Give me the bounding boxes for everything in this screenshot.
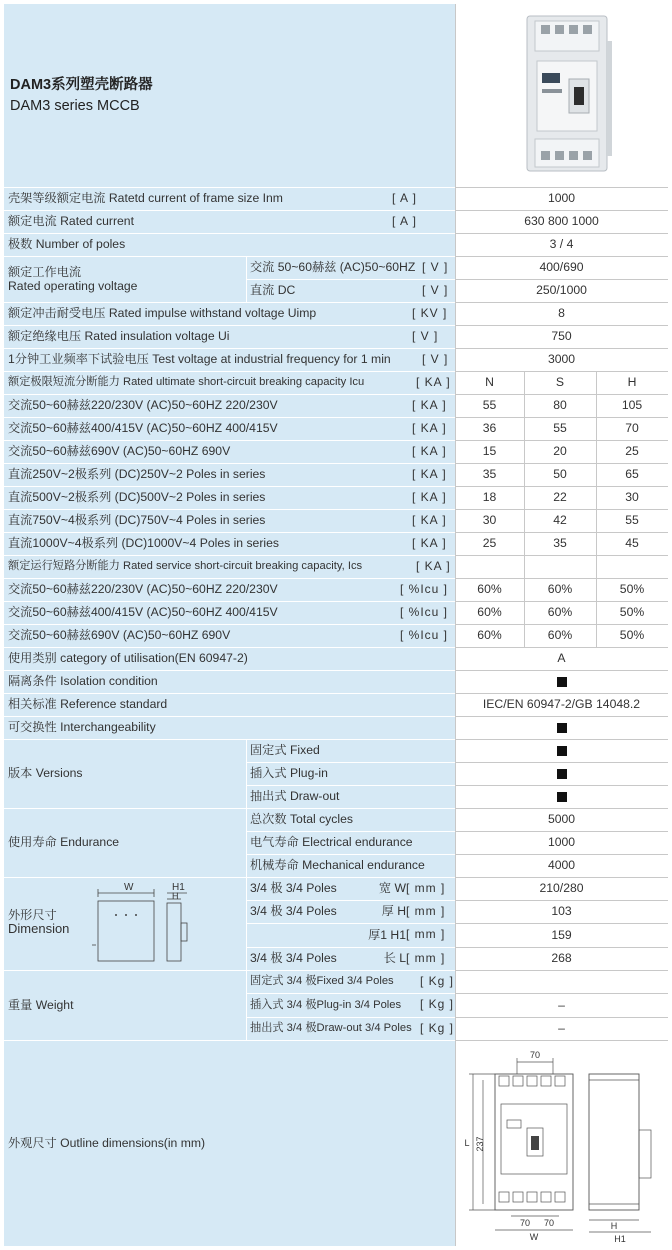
versions-label: 版本 Versions <box>4 739 246 808</box>
dim-height-unit: [ mm ] <box>406 903 446 918</box>
icu_rows-value-h: 25 <box>596 440 668 463</box>
dim-length-sub: 长 L <box>383 951 406 966</box>
ics_rows-row-unit: [ %Icu ] <box>400 627 449 642</box>
weight-fixed-unit: [ Kg ] <box>420 973 455 988</box>
title-cn: DAM3系列塑壳断路器 <box>10 76 153 93</box>
weight-drawout-unit: [ Kg ] <box>420 1020 455 1035</box>
row-divider <box>4 670 455 671</box>
title-en: DAM3 series MCCB <box>10 97 140 114</box>
row-divider <box>455 187 668 188</box>
icu_rows-value-s: 20 <box>524 440 596 463</box>
row-divider <box>246 762 455 763</box>
row-divider <box>4 555 455 556</box>
dim-h1-row <box>246 923 455 947</box>
row-divider <box>4 624 455 625</box>
weight-drawout-label: 抽出式 3/4 极Draw-out 3/4 Poles <box>250 1022 412 1035</box>
ics-header-row <box>4 555 455 578</box>
dim-height-row <box>246 900 455 923</box>
icu_rows-row-label: 直流250V~2极系列 (DC)250V~2 Poles in series <box>8 467 266 482</box>
row-divider <box>4 210 455 211</box>
ics-empty-n <box>455 555 524 578</box>
insulation-unit: [ V ] <box>412 328 439 343</box>
ics-empty-s <box>524 555 596 578</box>
outline-label: 外观尺寸 Outline dimensions(in mm) <box>4 1040 455 1246</box>
row-divider <box>455 993 668 994</box>
dim-width-value: 210/280 <box>455 877 668 900</box>
category-label: 使用类别 category of utilisation(EN 60947-2) <box>4 647 455 670</box>
icu_rows-row-unit: [ KA ] <box>412 535 447 550</box>
row-divider <box>4 716 455 717</box>
row-divider <box>4 394 455 395</box>
row-divider <box>246 993 455 994</box>
icu_rows-row <box>4 463 455 486</box>
icu_rows-row-label: 交流50~60赫兹400/415V (AC)50~60HZ 400/415V <box>8 421 278 436</box>
impulse-value: 8 <box>455 302 668 325</box>
row-divider <box>455 831 668 832</box>
icu-unit: [ KA ] <box>416 374 451 389</box>
ics-label: 额定运行短路分断能力 Rated service short-circuit breaking capacity, Ics <box>8 560 363 573</box>
icu-col-s: S <box>524 371 596 394</box>
outline-dim-70: 70 <box>529 1050 541 1060</box>
frame-size-unit: [ A ] <box>392 190 418 205</box>
row-divider <box>455 647 668 648</box>
rated-current-value: 630 800 1000 <box>455 210 668 233</box>
ics_rows-value-s: 60% <box>524 601 596 624</box>
row-divider <box>455 509 668 510</box>
dim-length-label: 3/4 极 3/4 Poles <box>250 951 337 966</box>
icu_rows-value-s: 22 <box>524 486 596 509</box>
ics_rows-row-label: 交流50~60赫兹400/415V (AC)50~60HZ 400/415V <box>8 605 278 620</box>
row-divider <box>455 302 668 303</box>
mechanical-endurance-value: 4000 <box>455 854 668 877</box>
impulse-label: 额定冲击耐受电压 Rated impulse withstand voltage Uimp <box>8 306 317 321</box>
rated-current-label: 额定电流 Rated current <box>8 214 134 229</box>
ics_rows-value-h: 50% <box>596 624 668 647</box>
operating-voltage-cn: 额定工作电流 <box>8 264 82 279</box>
icu_rows-value-h: 65 <box>596 463 668 486</box>
reference-value: IEC/EN 60947-2/GB 14048.2 <box>455 693 668 716</box>
fig-w-label: W <box>124 882 134 893</box>
row-divider <box>455 417 668 418</box>
ics_rows-row <box>4 624 455 647</box>
electrical-endurance-label: 电气寿命 Electrical endurance <box>246 831 455 854</box>
impulse-unit: [ KV ] <box>412 305 448 320</box>
icu_rows-value-n: 55 <box>455 394 524 417</box>
icu_rows-row <box>4 394 455 417</box>
check-square-icon <box>557 792 567 802</box>
dimension-label <box>8 909 69 937</box>
row-divider <box>4 578 455 579</box>
outline-dim-h1: H1 <box>614 1234 626 1244</box>
row-divider <box>455 947 668 948</box>
row-divider <box>455 877 668 878</box>
outline-drawing <box>455 1040 668 1246</box>
weight-fixed-row <box>246 970 455 993</box>
row-divider <box>246 854 455 855</box>
row-divider <box>455 693 668 694</box>
outline-dim-l: L <box>464 1138 470 1148</box>
row-divider <box>455 256 668 257</box>
ics_rows-row-label: 交流50~60赫兹690V (AC)50~60HZ 690V <box>8 628 231 643</box>
isolation-label: 隔离条件 Isolation condition <box>4 670 455 693</box>
operating-voltage-en: Rated operating voltage <box>8 279 138 293</box>
ac-voltage-unit: [ V ] <box>422 259 449 274</box>
row-divider <box>4 1040 455 1041</box>
row-divider <box>4 877 455 878</box>
insulation-value: 750 <box>455 325 668 348</box>
ics-empty-h <box>596 555 668 578</box>
icu_rows-row-label: 直流750V~4极系列 (DC)750V~4 Poles in series <box>8 513 266 528</box>
column-divider <box>524 371 525 647</box>
icu-col-h: H <box>596 371 668 394</box>
icu_rows-value-n: 15 <box>455 440 524 463</box>
ics_rows-row-unit: [ %Icu ] <box>400 604 449 619</box>
icu_rows-row-unit: [ KA ] <box>412 420 447 435</box>
row-divider <box>455 900 668 901</box>
dim-h1-unit: [ mm ] <box>406 927 446 942</box>
row-divider <box>4 693 455 694</box>
dimension-label-cell <box>4 877 246 970</box>
ac-voltage-row <box>246 256 455 279</box>
isolation-value <box>455 670 668 693</box>
frame-size-row <box>4 187 455 210</box>
weight-fixed-value <box>455 970 668 993</box>
version-drawout-value <box>455 785 668 808</box>
column-divider <box>246 256 247 302</box>
row-divider <box>4 233 455 234</box>
outline-drawing-cell <box>455 1040 668 1246</box>
icu_rows-value-n: 30 <box>455 509 524 532</box>
endurance-label: 使用寿命 Endurance <box>4 808 246 877</box>
icu_rows-value-n: 25 <box>455 532 524 555</box>
weight-label: 重量 Weight <box>4 970 246 1040</box>
icu_rows-row-unit: [ KA ] <box>412 397 447 412</box>
icu_rows-row-unit: [ KA ] <box>412 489 447 504</box>
icu_rows-row <box>4 532 455 555</box>
outline-dim-70b: 70 <box>519 1218 531 1228</box>
interchange-value <box>455 716 668 739</box>
row-divider <box>4 302 455 303</box>
row-divider <box>4 486 455 487</box>
ics_rows-value-s: 60% <box>524 578 596 601</box>
weight-plugin-row <box>246 993 455 1017</box>
frame-size-label: 壳架等级额定电流 Ratetd current of frame size Inm <box>8 191 283 206</box>
ac-voltage-value: 400/690 <box>455 256 668 279</box>
interchange-label: 可交换性 Interchangeability <box>4 716 455 739</box>
impulse-row <box>4 302 455 325</box>
dim-width-unit: [ mm ] <box>406 880 446 895</box>
ics_rows-row-label: 交流50~60赫兹220/230V (AC)50~60HZ 220/230V <box>8 582 278 597</box>
dim-length-value: 268 <box>455 947 668 970</box>
ics-unit: [ KA ] <box>416 558 451 573</box>
ics_rows-value-n: 60% <box>455 601 524 624</box>
dim-h1-value: 159 <box>455 923 668 947</box>
version-fixed-value <box>455 739 668 762</box>
icu_rows-row-label: 交流50~60赫兹690V (AC)50~60HZ 690V <box>8 444 231 459</box>
icu_rows-row-unit: [ KA ] <box>412 466 447 481</box>
category-value: A <box>455 647 668 670</box>
row-divider <box>246 279 455 280</box>
icu-col-n: N <box>455 371 524 394</box>
column-divider <box>596 371 597 647</box>
row-divider <box>4 440 455 441</box>
row-divider <box>455 578 668 579</box>
ics_rows-value-h: 50% <box>596 578 668 601</box>
mechanical-endurance-label: 机械寿命 Mechanical endurance <box>246 854 455 877</box>
reference-label: 相关标准 Reference standard <box>4 693 455 716</box>
outline-dim-w: W <box>529 1232 539 1242</box>
row-divider <box>455 440 668 441</box>
row-divider <box>455 394 668 395</box>
row-divider <box>246 923 455 924</box>
weight-plugin-value: – <box>455 993 668 1017</box>
dim-height-value: 103 <box>455 900 668 923</box>
dimension-en: Dimension <box>8 921 70 937</box>
row-divider <box>455 601 668 602</box>
row-divider <box>246 785 455 786</box>
ac-voltage-label: 交流 50~60赫兹 (AC)50~60HZ <box>250 260 416 275</box>
row-divider <box>455 624 668 625</box>
icu_rows-value-h: 55 <box>596 509 668 532</box>
ics_rows-value-n: 60% <box>455 578 524 601</box>
icu_rows-value-h: 30 <box>596 486 668 509</box>
row-divider <box>455 210 668 211</box>
row-divider <box>4 371 455 372</box>
product-image-cell <box>455 4 668 187</box>
poles-label: 极数 Number of poles <box>4 233 455 256</box>
electrical-endurance-value: 1000 <box>455 831 668 854</box>
icu_rows-row-label: 直流500V~2极系列 (DC)500V~2 Poles in series <box>8 490 266 505</box>
fig-h-label: H <box>172 891 179 901</box>
rated-current-row <box>4 210 455 233</box>
row-divider <box>4 970 455 971</box>
row-divider <box>455 970 668 971</box>
weight-plugin-label: 插入式 3/4 极Plug-in 3/4 Poles <box>250 998 402 1011</box>
weight-fixed-label: 固定式 3/4 极Fixed 3/4 Poles <box>250 975 394 988</box>
row-divider <box>455 463 668 464</box>
icu-label: 额定极限短流分断能力 Rated ultimate short-circuit breaking capacity Icu <box>8 376 365 389</box>
row-divider <box>455 762 668 763</box>
mccb-product-image <box>507 11 617 181</box>
row-divider <box>246 1017 455 1018</box>
spec-table <box>4 4 668 1246</box>
ics_rows-row <box>4 578 455 601</box>
row-divider <box>455 1040 668 1041</box>
icu_rows-row <box>4 440 455 463</box>
row-divider <box>246 831 455 832</box>
row-divider <box>455 233 668 234</box>
insulation-label: 额定绝缘电压 Rated insulation voltage Ui <box>8 329 230 344</box>
row-divider <box>4 325 455 326</box>
icu_rows-value-s: 55 <box>524 417 596 440</box>
row-divider <box>455 371 668 372</box>
row-divider <box>455 325 668 326</box>
row-divider <box>455 739 668 740</box>
icu_rows-value-n: 35 <box>455 463 524 486</box>
dc-voltage-label: 直流 DC <box>250 283 296 298</box>
ics_rows-value-s: 60% <box>524 624 596 647</box>
dimension-cn: 外形尺寸 <box>8 908 57 922</box>
test-voltage-label: 1分钟工业频率下试验电压 Test voltage at industrial frequency for 1 min <box>8 352 391 367</box>
weight-drawout-value: – <box>455 1017 668 1040</box>
row-divider <box>455 670 668 671</box>
row-divider <box>455 532 668 533</box>
version-plugin-label: 插入式 Plug-in <box>246 762 455 785</box>
dim-width-sub: 宽 W <box>378 881 406 896</box>
dc-voltage-row <box>246 279 455 302</box>
icu_rows-row-unit: [ KA ] <box>412 443 447 458</box>
row-divider <box>455 348 668 349</box>
outline-dim-h: H <box>610 1221 618 1231</box>
row-divider <box>455 808 668 809</box>
ics_rows-row <box>4 601 455 624</box>
outline-dim-70c: 70 <box>543 1218 555 1228</box>
icu_rows-value-s: 80 <box>524 394 596 417</box>
version-fixed-label: 固定式 Fixed <box>246 739 455 762</box>
row-divider <box>455 1017 668 1018</box>
total-cycles-label: 总次数 Total cycles <box>246 808 455 831</box>
check-square-icon <box>557 746 567 756</box>
row-divider <box>4 532 455 533</box>
dim-width-label: 3/4 极 3/4 Poles <box>250 881 337 896</box>
version-drawout-label: 抽出式 Draw-out <box>246 785 455 808</box>
row-divider <box>455 923 668 924</box>
row-divider <box>246 900 455 901</box>
frame-size-value: 1000 <box>455 187 668 210</box>
header-title-cell <box>4 4 455 187</box>
dc-voltage-value: 250/1000 <box>455 279 668 302</box>
icu_rows-value-s: 42 <box>524 509 596 532</box>
row-divider <box>4 256 455 257</box>
weight-plugin-unit: [ Kg ] <box>420 997 455 1012</box>
row-divider <box>455 785 668 786</box>
dim-height-sub: 厚 H <box>381 904 406 919</box>
column-divider <box>246 739 247 1040</box>
row-divider <box>455 854 668 855</box>
icu_rows-value-n: 36 <box>455 417 524 440</box>
ics_rows-value-h: 50% <box>596 601 668 624</box>
icu_rows-value-h: 70 <box>596 417 668 440</box>
row-divider <box>4 187 455 188</box>
icu_rows-value-s: 50 <box>524 463 596 486</box>
row-divider <box>4 348 455 349</box>
row-divider <box>455 279 668 280</box>
dc-voltage-unit: [ V ] <box>422 282 449 297</box>
total-cycles-value: 5000 <box>455 808 668 831</box>
dim-height-label: 3/4 极 3/4 Poles <box>250 904 337 919</box>
dim-h1-sub: 厚1 H1 <box>368 927 406 942</box>
check-square-icon <box>557 723 567 733</box>
icu_rows-row <box>4 486 455 509</box>
outline-dim-237: 237 <box>475 1136 485 1152</box>
fig-h1-label: H1 <box>172 882 185 893</box>
icu_rows-row-label: 直流1000V~4极系列 (DC)1000V~4 Poles in series <box>8 536 279 551</box>
ics_rows-value-n: 60% <box>455 624 524 647</box>
version-plugin-value <box>455 762 668 785</box>
operating-voltage-label <box>4 256 246 302</box>
insulation-row <box>4 325 455 348</box>
icu_rows-row <box>4 509 455 532</box>
icu_rows-row-unit: [ KA ] <box>412 512 447 527</box>
icu_rows-value-h: 105 <box>596 394 668 417</box>
row-divider <box>455 716 668 717</box>
row-divider <box>455 486 668 487</box>
icu-header-row <box>4 371 455 394</box>
row-divider <box>4 739 455 740</box>
icu_rows-value-h: 45 <box>596 532 668 555</box>
dim-length-unit: [ mm ] <box>406 950 446 965</box>
column-divider <box>455 4 456 1246</box>
icu_rows-value-s: 35 <box>524 532 596 555</box>
weight-drawout-row <box>246 1017 455 1040</box>
icu_rows-row-label: 交流50~60赫兹220/230V (AC)50~60HZ 220/230V <box>8 398 278 413</box>
check-square-icon <box>557 769 567 779</box>
row-divider <box>4 601 455 602</box>
row-divider <box>4 509 455 510</box>
dim-width-row <box>246 877 455 900</box>
rated-current-unit: [ A ] <box>392 213 418 228</box>
row-divider <box>246 947 455 948</box>
poles-value: 3 / 4 <box>455 233 668 256</box>
test-voltage-row <box>4 348 455 371</box>
row-divider <box>455 555 668 556</box>
dim-length-row <box>246 947 455 970</box>
ics_rows-row-unit: [ %Icu ] <box>400 581 449 596</box>
icu_rows-row <box>4 417 455 440</box>
icu_rows-value-n: 18 <box>455 486 524 509</box>
test-voltage-unit: [ V ] <box>422 351 449 366</box>
check-square-icon <box>557 677 567 687</box>
row-divider <box>4 647 455 648</box>
test-voltage-value: 3000 <box>455 348 668 371</box>
row-divider <box>4 417 455 418</box>
row-divider <box>4 463 455 464</box>
row-divider <box>4 808 455 809</box>
